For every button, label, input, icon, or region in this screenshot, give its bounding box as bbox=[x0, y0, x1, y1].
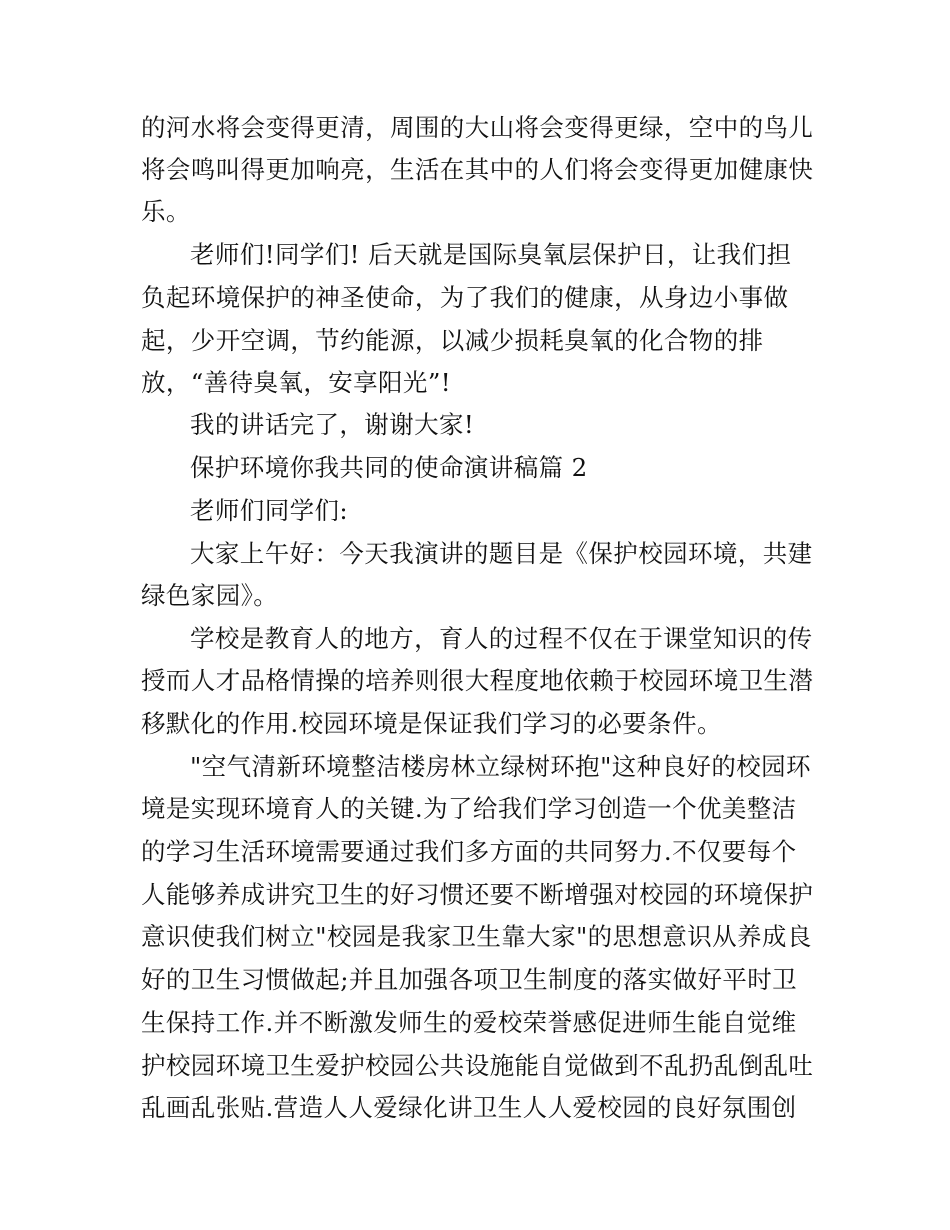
text-line: 的河水将会变得更清，周围的大山将会变得更绿，空中的鸟儿 bbox=[141, 113, 814, 142]
text-line: 我的讲话完了，谢谢大家! bbox=[190, 410, 475, 439]
text-line: 境是实现环境育人的关键.为了给我们学习创造一个优美整洁 bbox=[141, 794, 797, 823]
text-line: 负起环境保护的神圣使命，为了我们的健康，从身边小事做 bbox=[141, 283, 789, 312]
text-line: 老师们!同学们! 后天就是国际臭氧层保护日，让我们担 bbox=[190, 240, 792, 269]
text-line: 生保持工作.并不断激发师生的爱校荣誉感促进师生能自觉维 bbox=[141, 1008, 797, 1037]
text-line: "空气清新环境整洁楼房林立绿树环抱"这种良好的校园环 bbox=[190, 752, 811, 781]
text-line: 乱画乱张贴.营造人人爱绿化讲卫生人人爱校园的良好氛围创 bbox=[141, 1093, 797, 1122]
text-line: 大家上午好：今天我演讲的题目是《保护校园环境，共建 bbox=[190, 539, 813, 568]
section-heading: 保护环境你我共同的使命演讲稿篇 2 bbox=[190, 453, 588, 482]
text-line: 人能够养成讲究卫生的好习惯还要不断增强对校园的环境保护 bbox=[141, 880, 814, 909]
text-line: 的学习生活环境需要通过我们多方面的共同努力.不仅要每个 bbox=[141, 837, 797, 866]
text-line: 授而人才品格情操的培养则很大程度地依赖于校园环境卫生潜 bbox=[141, 666, 814, 695]
text-line: 移默化的作用.校园环境是保证我们学习的必要条件。 bbox=[141, 709, 722, 738]
text-line: 学校是教育人的地方，育人的过程不仅在于课堂知识的传 bbox=[190, 624, 813, 653]
text-line: 乐。 bbox=[141, 197, 191, 226]
text-line: 绿色家园》。 bbox=[141, 581, 279, 610]
text-line: 意识使我们树立"校园是我家卫生靠大家"的思想意识从养成良 bbox=[141, 922, 812, 951]
text-line: 放，“善待臭氧，安享阳光”! bbox=[141, 368, 451, 397]
text-line: 护校园环境卫生爱护校园公共设施能自觉做到不乱扔乱倒乱吐 bbox=[141, 1051, 814, 1080]
salutation: 老师们同学们: bbox=[190, 496, 349, 525]
text-line: 好的卫生习惯做起;并且加强各项卫生制度的落实做好平时卫 bbox=[141, 965, 798, 994]
text-line: 将会鸣叫得更加响亮，生活在其中的人们将会变得更加健康快 bbox=[141, 155, 814, 184]
text-line: 起，少开空调，节约能源，以减少损耗臭氧的化合物的排 bbox=[141, 326, 764, 355]
